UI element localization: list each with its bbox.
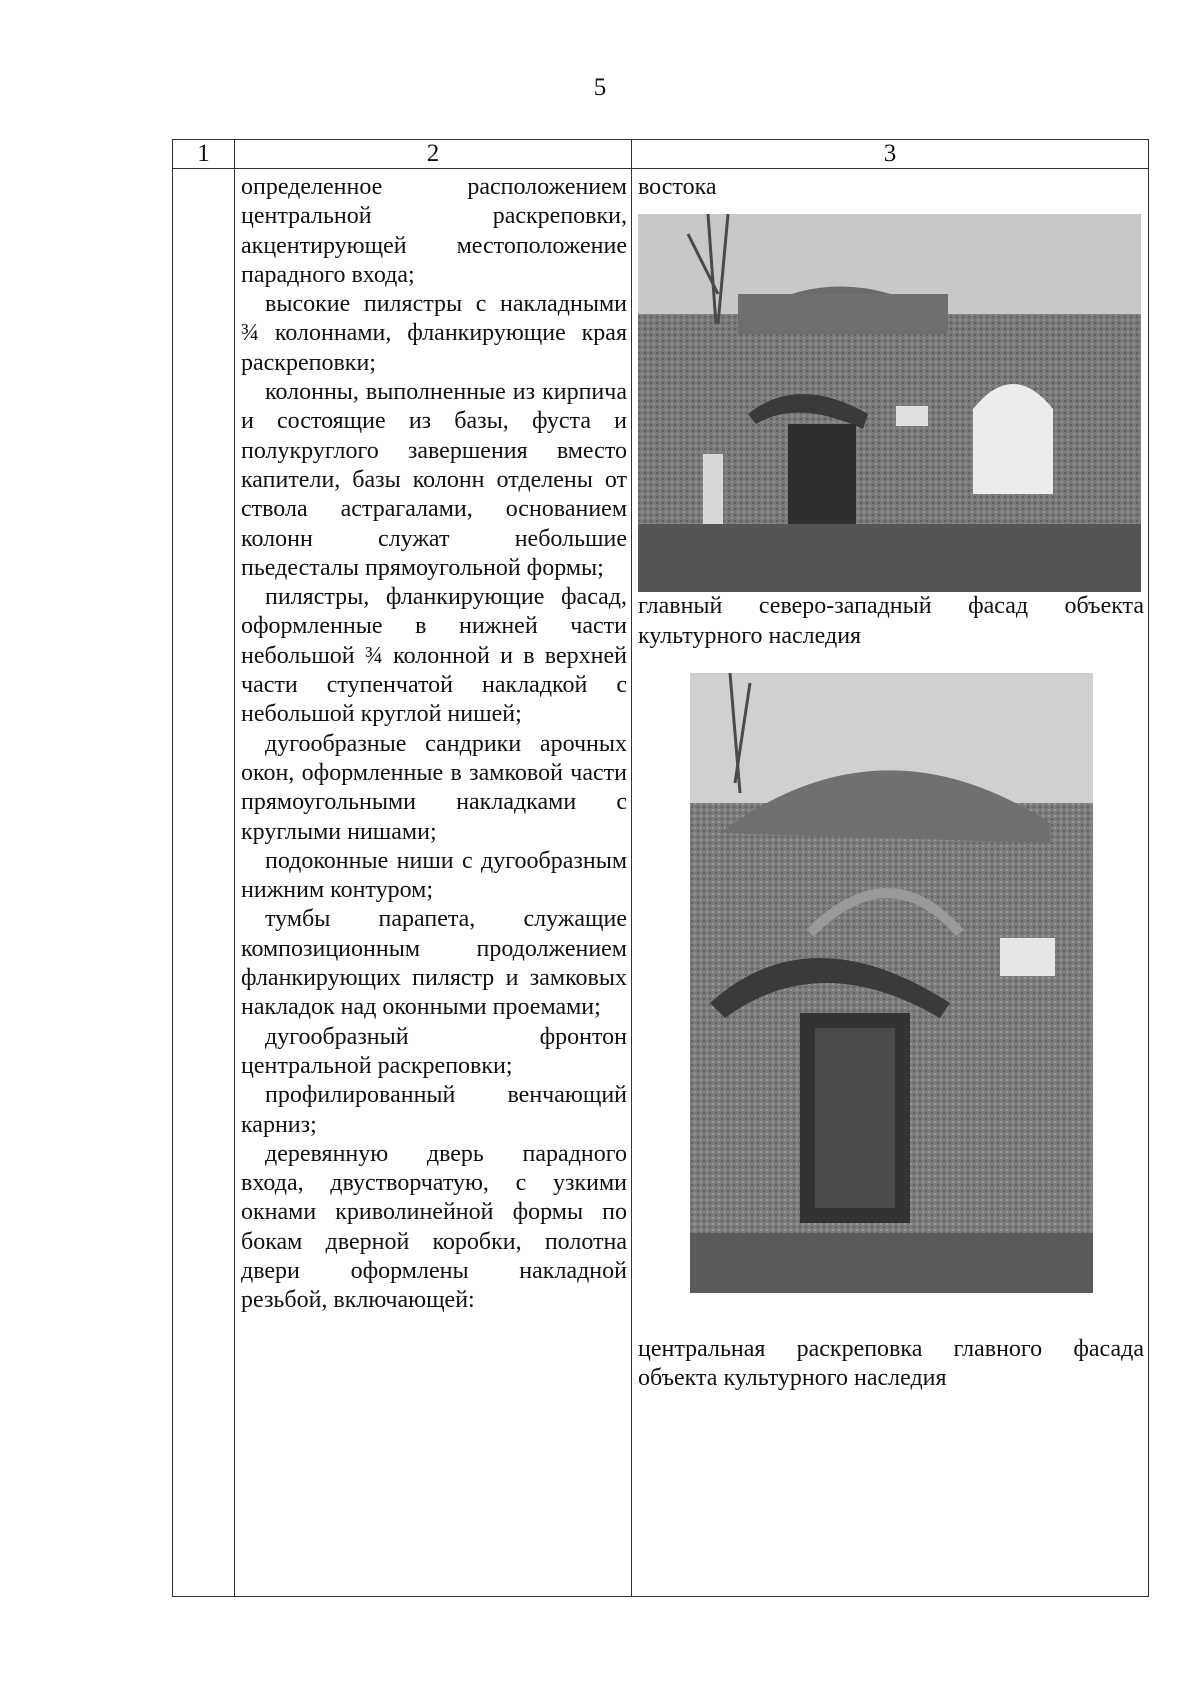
- feature-paragraph: тумбы парапета, служащие композиционным продолжением фланкирующих пилястр и замковых накладок над оконными проемами;: [241, 906, 627, 1021]
- cell-col-3: [632, 169, 1149, 1597]
- feature-paragraph: подоконные ниши с дугообразным нижним контуром;: [241, 847, 627, 904]
- feature-paragraph: профилированный венчающий карниз;: [241, 1082, 627, 1138]
- top-text: востока: [638, 174, 717, 200]
- header-col-3: 3: [632, 140, 1149, 169]
- table-header-row: [173, 140, 1149, 169]
- feature-paragraph: дугообразный фронтон центральной раскреповки;: [241, 1023, 627, 1079]
- feature-paragraph: дугообразные сандрики арочных окон, оформленные в замковой части прямоугольными накладками с круглыми нишами;: [241, 730, 627, 845]
- central-projection-photo: [690, 673, 1093, 1293]
- table-row: [173, 169, 1149, 1597]
- caption-facade: главный северо-западный фасад объекта культурного наследия: [638, 593, 1144, 649]
- cell-col-2: [235, 169, 632, 1597]
- feature-paragraph: пилястры, фланкирующие фасад, оформленные в нижней части небольшой ¾ колонной и в верхней части ступенчатой накладкой с небольшой круглой нишей;: [241, 584, 627, 728]
- features-list: [235, 169, 631, 1316]
- cell-col-1: [173, 169, 235, 1597]
- feature-paragraph: колонны, выполненные из кирпича и состоящие из базы, фуста и полукруглого завершения вместо капители, базы колонн отделены от ствола астрагалами, основанием колонн служат небольшие пьедесталы прямоугольной формы;: [241, 379, 627, 581]
- photos-column: [632, 169, 1148, 1393]
- facade-photo: [638, 214, 1141, 592]
- feature-paragraph: определенное расположением центральной раскреповки, акцентирующей местоположение парадного входа;: [241, 174, 627, 288]
- header-col-1: 1: [173, 140, 235, 169]
- document-table: [172, 139, 1149, 1597]
- page-number: 5: [593, 74, 607, 101]
- feature-paragraph: высокие пилястры с накладными ¾ колоннами, фланкирующие края раскреповки;: [241, 291, 627, 376]
- caption-central-projection: центральная раскреповка главного фасада объекта культурного наследия: [638, 1335, 1144, 1392]
- header-col-2: 2: [235, 140, 632, 169]
- feature-paragraph: деревянную дверь парадного входа, двустворчатую, с узкими окнами криволинейной формы по бокам дверной коробки, полотна двери оформлены накладной резьбой, включающей:: [241, 1140, 627, 1314]
